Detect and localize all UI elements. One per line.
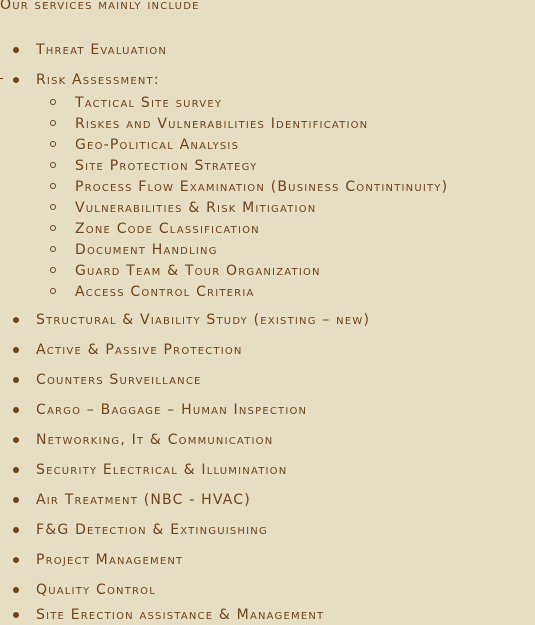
sub-list-item-label: Guard Team & Tour Organization	[75, 263, 321, 279]
sub-list-item-label: Geo-Political Analysis	[75, 137, 240, 153]
bullet-icon	[13, 497, 19, 503]
sub-list-item-label: Site Protection Strategy	[75, 158, 258, 174]
list-item-label: Threat Evaluation	[36, 42, 168, 58]
hollow-bullet-icon	[50, 288, 56, 294]
list-item-label: Cargo – Baggage – Human Inspection	[36, 402, 308, 418]
services-heading: Our services mainly include	[0, 0, 200, 13]
list-item-label: Counters Surveillance	[36, 372, 202, 388]
hollow-bullet-icon	[50, 246, 56, 252]
bullet-icon	[13, 47, 19, 53]
hollow-bullet-icon	[50, 225, 56, 231]
sub-list-item-label: Access Control Criteria	[75, 284, 255, 300]
hollow-bullet-icon	[50, 204, 56, 210]
bullet-icon	[13, 557, 19, 563]
hollow-bullet-icon	[50, 120, 56, 126]
sub-list-item-label: Riskes and Vulnerabilities Identification	[75, 116, 369, 132]
sub-list-item-label: Document Handling	[75, 242, 218, 258]
bullet-icon	[13, 437, 19, 443]
margin-tick	[0, 78, 3, 79]
bullet-icon	[13, 612, 19, 618]
sub-list-item-label: Tactical Site survey	[75, 95, 223, 111]
hollow-bullet-icon	[50, 99, 56, 105]
hollow-bullet-icon	[50, 267, 56, 273]
list-item-label: Site Erection assistance & Management	[36, 607, 325, 623]
hollow-bullet-icon	[50, 183, 56, 189]
list-item-label: Risk Assessment:	[36, 72, 160, 88]
bullet-icon	[13, 77, 19, 83]
list-item-label: Air Treatment (NBC - HVAC)	[36, 492, 251, 508]
sub-list-item-label: Zone Code Classification	[75, 221, 260, 237]
sub-list-item-label: Process Flow Examination (Business Contintinuity)	[75, 179, 449, 195]
list-item-label: Project Management	[36, 552, 184, 568]
bullet-icon	[13, 317, 19, 323]
list-item-label: F&G Detection & Extinguishing	[36, 522, 268, 538]
bullet-icon	[13, 587, 19, 593]
bullet-icon	[13, 407, 19, 413]
sub-list-item-label: Vulnerabilities & Risk Mitigation	[75, 200, 317, 216]
list-item-label: Active & Passive Protection	[36, 342, 243, 358]
list-item-label: Networking, It & Communication	[36, 432, 274, 448]
hollow-bullet-icon	[50, 162, 56, 168]
list-item-label: Security Electrical & Illumination	[36, 462, 288, 478]
list-item-label: Quality Control	[36, 582, 156, 598]
list-item-label: Structural & Viability Study (existing – new)	[36, 312, 371, 328]
hollow-bullet-icon	[50, 141, 56, 147]
bullet-icon	[13, 467, 19, 473]
bullet-icon	[13, 527, 19, 533]
bullet-icon	[13, 347, 19, 353]
bullet-icon	[13, 377, 19, 383]
